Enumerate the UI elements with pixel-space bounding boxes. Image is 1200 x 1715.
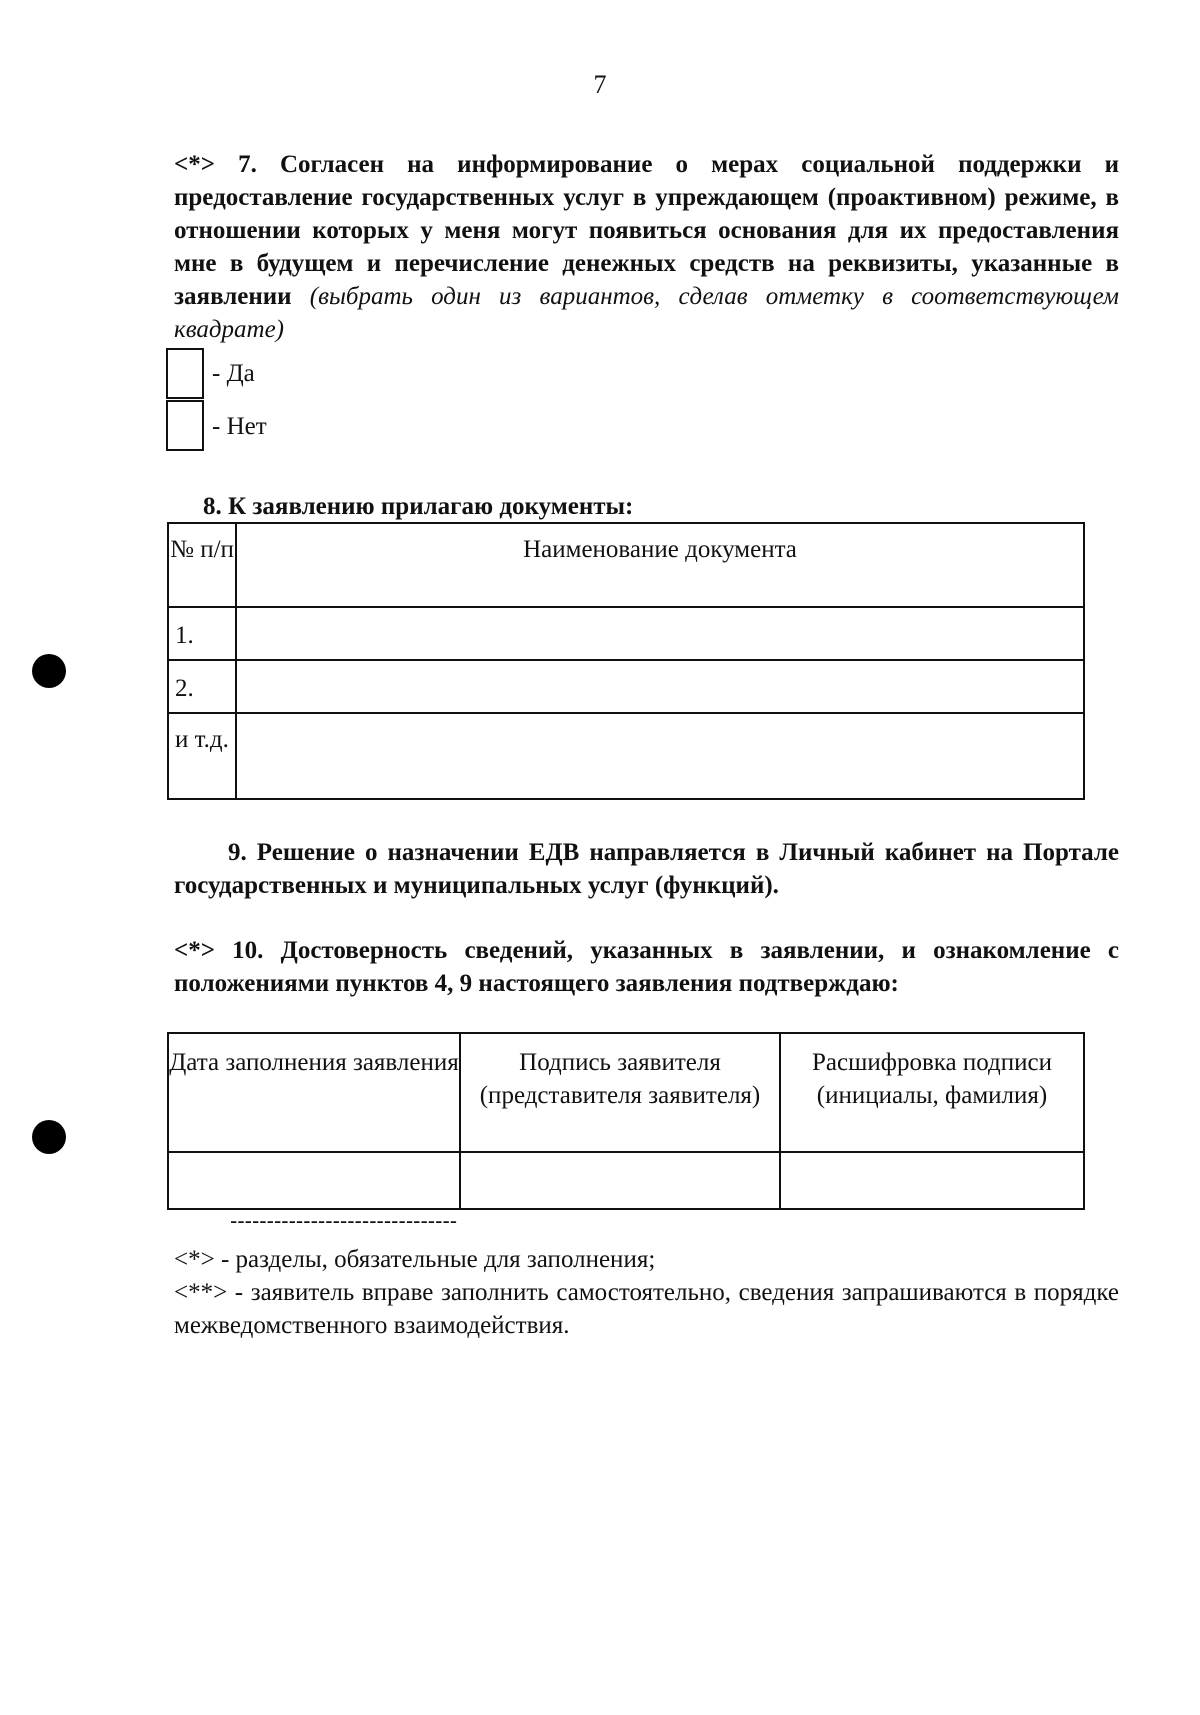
signature-field[interactable]	[460, 1152, 780, 1209]
section-7-instruction: (выбрать один из вариантов, сделав отметку в соответствующем квадрате)	[174, 283, 1119, 343]
section-7-prefix: <*> 7.	[174, 151, 280, 178]
footnote-required: <*> - разделы, обязательные для заполнения;	[174, 1246, 656, 1273]
no-checkbox[interactable]	[166, 400, 204, 451]
date-field[interactable]	[168, 1152, 460, 1209]
documents-table	[167, 522, 1085, 800]
confirmation-table-header	[168, 1033, 1084, 1152]
yes-label: - Да	[212, 359, 255, 387]
row-number: и т.д.	[168, 713, 236, 799]
section-7-paragraph	[174, 148, 1119, 346]
column-header-number: № п/п	[168, 523, 236, 607]
row-number: 2.	[168, 660, 236, 713]
section-8-heading: 8. К заявлению прилагаю документы:	[203, 493, 634, 520]
section-9-paragraph: 9. Решение о назначении ЕДВ направляется в Личный кабинет на Портале государственных и муниципальных услуг (функций).	[174, 839, 1119, 899]
table-row	[168, 660, 1084, 713]
yes-checkbox[interactable]	[166, 348, 204, 399]
section-10-paragraph: <*> 10. Достоверность сведений, указанных в заявлении, и ознакомление с положениями пунктов 4, 9 настоящего заявления подтверждаю:	[174, 937, 1119, 997]
decryption-field[interactable]	[780, 1152, 1084, 1209]
option-yes-row	[166, 346, 255, 401]
document-name-cell[interactable]	[236, 660, 1084, 713]
column-header-signature: Подпись заявителя (представителя заявителя)	[460, 1033, 780, 1152]
column-header-decryption: Расшифровка подписи (инициалы, фамилия)	[780, 1033, 1084, 1152]
footnote-divider: -------------------------------	[230, 1208, 458, 1233]
table-row	[168, 607, 1084, 660]
documents-table-header	[168, 523, 1084, 607]
page-number: 7	[593, 70, 607, 99]
section-7-consent-text: Согласен на информирование о мерах социальной поддержки и предоставление государственных услуг в упреждающем (проактивном) режиме, в отношении которых у меня могут появиться основания для их предоставления мне в будущем и перечисление денежных средств на реквизиты, указанные в заявлении	[174, 151, 1119, 310]
column-header-document-name: Наименование документа	[236, 523, 1084, 607]
punch-hole-mark	[32, 654, 66, 688]
document-name-cell[interactable]	[236, 713, 1084, 799]
table-row	[168, 1152, 1084, 1209]
column-header-date: Дата заполнения заявления	[168, 1033, 460, 1152]
punch-hole-mark	[32, 1120, 66, 1154]
option-no-row	[166, 399, 267, 454]
confirmation-table	[167, 1032, 1085, 1210]
footnote-optional: <**> - заявитель вправе заполнить самостоятельно, сведения запрашиваются в порядке межведомственного взаимодействия.	[174, 1279, 1119, 1339]
row-number: 1.	[168, 607, 236, 660]
table-row	[168, 713, 1084, 799]
no-label: - Нет	[212, 412, 267, 440]
document-name-cell[interactable]	[236, 607, 1084, 660]
